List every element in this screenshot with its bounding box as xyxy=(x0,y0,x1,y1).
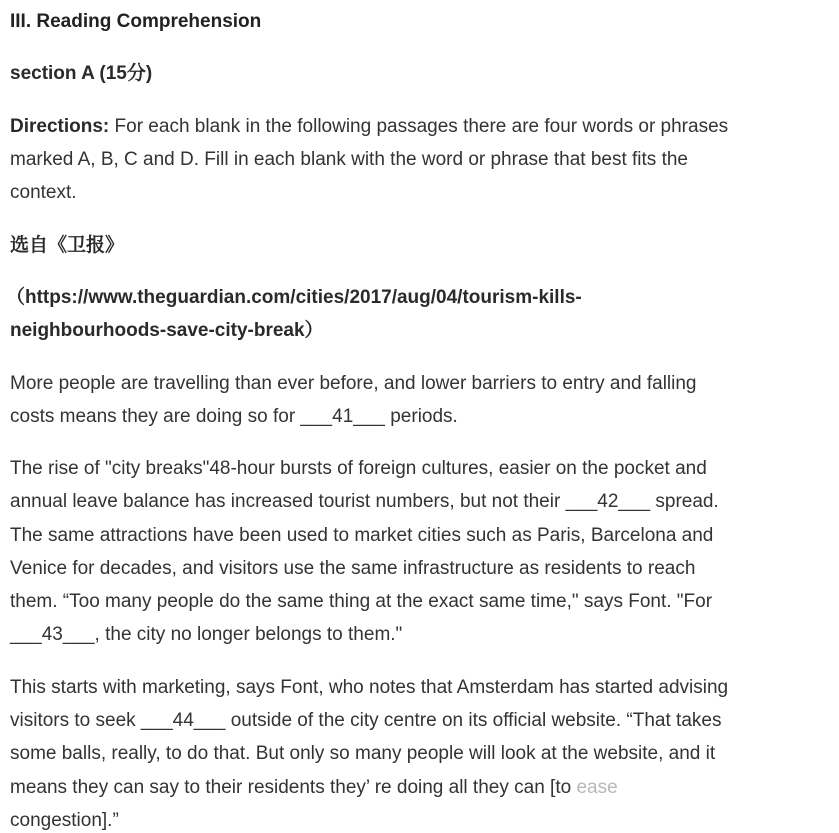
paragraph-1-line-2: costs means they are doing so for ___41___ periods. xyxy=(10,406,458,427)
paragraph-3-line-4 xyxy=(10,776,618,800)
source-url-line-1: （https://www.theguardian.com/cities/2017/aug/04/tourism-kills- xyxy=(6,287,582,308)
paragraph-3-line-3: some balls, really, to do that. But only so many people will look at the website, and it xyxy=(10,743,716,764)
paragraph-2-line-2: annual leave balance has increased tourist numbers, but not their ___42___ spread. xyxy=(10,491,719,512)
directions-label: Directions: xyxy=(10,116,110,137)
watermark-faded-text: ease xyxy=(571,777,618,798)
paragraph-1-line-1: More people are travelling than ever before, and lower barriers to entry and falling xyxy=(10,373,697,394)
directions-line-3: context. xyxy=(10,182,77,203)
section-heading: III. Reading Comprehension xyxy=(10,11,262,32)
section-subheading: section A (15分) xyxy=(10,63,153,84)
directions-line-1 xyxy=(10,115,728,139)
paragraph-2-line-5: them. “Too many people do the same thing at the exact same time," says Font. "For xyxy=(10,591,713,612)
paragraph-3-line-5: congestion].” xyxy=(10,810,119,831)
source-label: 选自《卫报》 xyxy=(10,235,125,256)
paragraph-2-line-1: The rise of "city breaks"48-hour bursts of foreign cultures, easier on the pocket and xyxy=(10,458,707,479)
directions-text-1: For each blank in the following passages there are four words or phrases xyxy=(109,116,729,137)
paragraph-2-line-6: ___43___, the city no longer belongs to them." xyxy=(10,624,403,645)
paragraph-3-line-4-text: means they can say to their residents they’ re doing all they can [to xyxy=(10,777,572,798)
source-url-line-2: neighbourhoods-save-city-break） xyxy=(10,320,324,341)
paragraph-3-line-2: visitors to seek ___44___ outside of the city centre on its official website. “That takes xyxy=(10,710,722,731)
paragraph-2-line-3: The same attractions have been used to market cities such as Paris, Barcelona and xyxy=(10,525,714,546)
paragraph-3-line-1: This starts with marketing, says Font, who notes that Amsterdam has started advising xyxy=(10,677,729,698)
paragraph-2-line-4: Venice for decades, and visitors use the same infrastructure as residents to reach xyxy=(10,558,696,579)
directions-line-2: marked A, B, C and D. Fill in each blank with the word or phrase that best fits the xyxy=(10,149,688,170)
